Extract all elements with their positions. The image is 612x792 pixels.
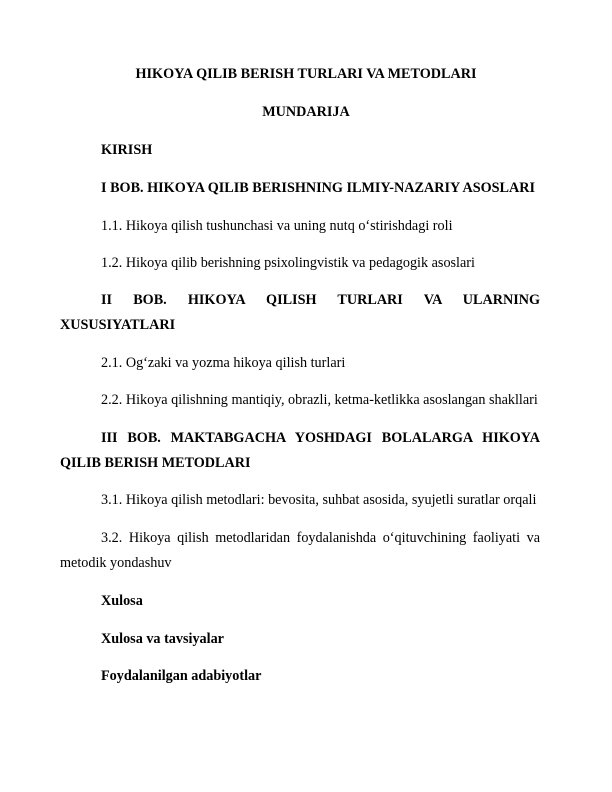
toc-entry-section-1-1: 1.1. Hikoya qilish tushunchasi va uning nutq o‘stirishdagi roli — [101, 218, 453, 234]
toc-entry-chapter-2-line-1: II BOB. HIKOYA QILISH TURLARI VA ULARNING — [101, 292, 540, 308]
toc-entry-conclusions-recommendations: Xulosa va tavsiyalar — [101, 631, 224, 647]
toc-entry-section-2-2: 2.2. Hikoya qilishning mantiqiy, obrazli, ketma-ketlikka asoslangan shakllari — [101, 392, 538, 408]
toc-entry-section-1-2: 1.2. Hikoya qilib berishning psixolingvistik va pedagogik asoslari — [101, 255, 475, 271]
toc-entry-section-3-1: 3.1. Hikoya qilish metodlari: bevosita, suhbat asosida, syujetli suratlar orqali — [101, 492, 537, 508]
toc-entry-chapter-1: I BOB. HIKOYA QILIB BERISHNING ILMIY-NAZARIY ASOSLARI — [101, 180, 536, 196]
toc-entry-chapter-2-line-2: XUSUSIYATLARI — [60, 317, 176, 333]
toc-entry-section-2-1: 2.1. Og‘zaki va yozma hikoya qilish turlari — [101, 355, 346, 371]
toc-entry-introduction: KIRISH — [101, 142, 153, 158]
toc-entry-section-3-2-line-2: metodik yondashuv — [60, 555, 172, 571]
toc-heading: MUNDARIJA — [262, 104, 350, 120]
toc-entry-section-3-2-line-1: 3.2. Hikoya qilish metodlaridan foydalanishda o‘qituvchining faoliyati va — [101, 530, 540, 546]
toc-entry-references: Foydalanilgan adabiyotlar — [101, 668, 262, 684]
toc-entry-chapter-3-line-1: III BOB. MAKTABGACHA YOSHDAGI BOLALARGA HIKOYA — [101, 430, 540, 446]
document-title: HIKOYA QILIB BERISH TURLARI VA METODLARI — [135, 66, 477, 82]
toc-entry-chapter-3-line-2: QILIB BERISH METODLARI — [60, 455, 251, 471]
toc-entry-conclusion: Xulosa — [101, 593, 143, 609]
